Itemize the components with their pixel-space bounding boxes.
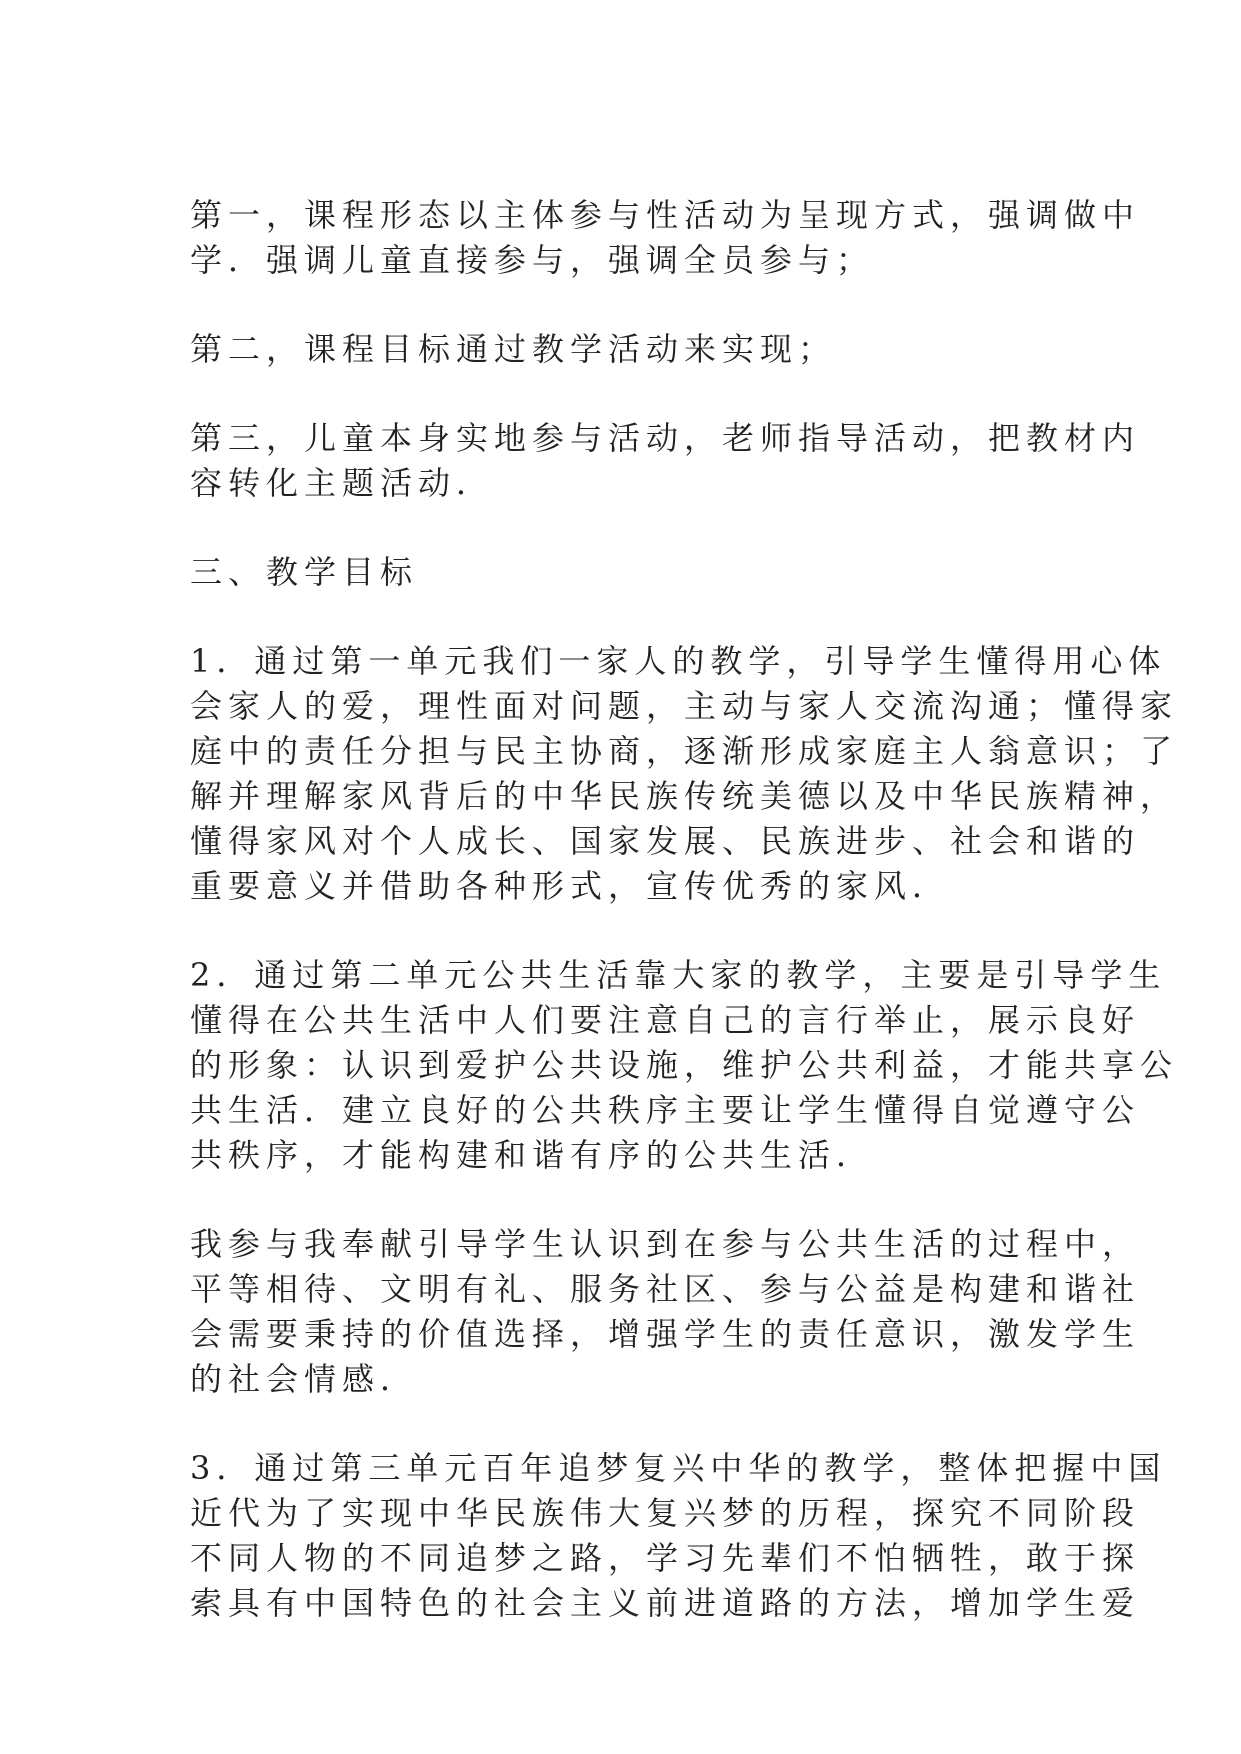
text-line: 会家人的爱，理性面对问题，主动与家人交流沟通；懂得家: [190, 687, 1179, 725]
paragraph-participation: [190, 1222, 1141, 1402]
text-line: 懂得家风对个人成长、国家发展、民族进步、社会和谐的: [190, 822, 1141, 860]
text-line: 3．通过第三单元百年追梦复兴中华的教学，整体把握中国: [190, 1449, 1167, 1487]
paragraph-first-point: [190, 193, 1141, 283]
section-heading-teaching-goals: [190, 550, 1050, 595]
text-line: 近代为了实现中华民族伟大复兴梦的历程，探究不同阶段: [190, 1494, 1141, 1532]
text-line: 重要意义并借助各种形式，宣传优秀的家风．: [190, 867, 951, 905]
text-line: 第一，课程形态以主体参与性活动为呈现方式，强调做中: [190, 196, 1141, 234]
text-line: 懂得在公共生活中人们要注意自己的言行举止，展示良好: [190, 1001, 1141, 1039]
text-line: 的社会情感．: [190, 1360, 419, 1398]
document-body: [190, 193, 1179, 1670]
paragraph-second-point: [190, 327, 1050, 372]
text-line: 我参与我奉献引导学生认识到在参与公共生活的过程中，: [190, 1225, 1141, 1263]
text-line: 解并理解家风背后的中华民族传统美德以及中华民族精神，: [190, 777, 1179, 815]
paragraph-goal-1: [190, 639, 1179, 909]
text-line: 平等相待、文明有礼、服务社区、参与公益是构建和谐社: [190, 1270, 1141, 1308]
text-line: 共生活．建立良好的公共秩序主要让学生懂得自觉遵守公: [190, 1091, 1141, 1129]
section-heading: 三、教学目标: [190, 553, 419, 591]
text-line: 容转化主题活动．: [190, 464, 495, 502]
text-line: 共秩序，才能构建和谐有序的公共生活．: [190, 1136, 875, 1174]
text-line: 2．通过第二单元公共生活靠大家的教学，主要是引导学生: [190, 956, 1167, 994]
paragraph-goal-2: [190, 953, 1179, 1178]
paragraph-goal-3: [190, 1446, 1167, 1626]
text-line: 庭中的责任分担与民主协商，逐渐形成家庭主人翁意识；了: [190, 732, 1179, 770]
text-line: 的形象：认识到爱护公共设施，维护公共利益，才能共享公: [190, 1046, 1179, 1084]
text-line: 索具有中国特色的社会主义前进道路的方法，增加学生爱: [190, 1584, 1141, 1622]
text-line: 学．强调儿童直接参与，强调全员参与；: [190, 241, 875, 279]
text-line: 1．通过第一单元我们一家人的教学，引导学生懂得用心体: [190, 642, 1167, 680]
paragraph-third-point: [190, 416, 1141, 506]
text-line: 会需要秉持的价值选择，增强学生的责任意识，激发学生: [190, 1315, 1141, 1353]
text-line: 第二，课程目标通过教学活动来实现；: [190, 330, 837, 368]
text-line: 不同人物的不同追梦之路，学习先辈们不怕牺牲，敢于探: [190, 1539, 1141, 1577]
text-line: 第三，儿童本身实地参与活动，老师指导活动，把教材内: [190, 419, 1141, 457]
